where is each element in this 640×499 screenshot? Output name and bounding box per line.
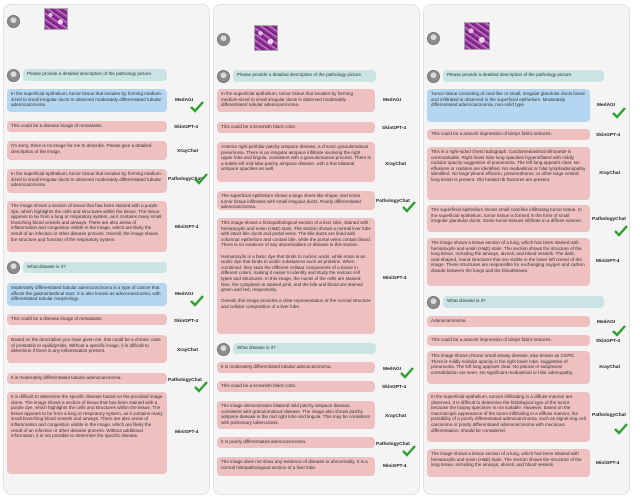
model-label-pathologychat: PathologyChat (592, 217, 626, 222)
model-label-skingpt4: SkinGPT-4 (174, 125, 198, 130)
response-pathologychat: The superficial epithelium shows a large sheet-like shape, and some tumor tissue infiltrates with small irregular ducts. Poorly differentiated adenocarcinoma. (217, 191, 375, 210)
model-label-pathologychat: PathologyChat (168, 378, 202, 383)
model-label-minigpt4: MiniGPT-4 (596, 461, 620, 466)
pathology-image-thumbnail (254, 25, 278, 51)
model-label-skingpt4: SkinGPT-4 (596, 133, 620, 138)
response-pathologychat: In the superficial epithelium, tumor tissue that invades by forming medium-sized to small irregular ducts is observed moderately differentiated tubular adenocarcinoma. (7, 169, 167, 193)
model-label-xraychat: XrayChat (599, 171, 621, 176)
response-skingpt4: This could be a brownish black color. (217, 381, 375, 392)
response-medagi: In the superficial epithelium, tumor tissue that invades by forming medium-sized to small irregular ducts is observed moderately differentiated tubular adenocarcinoma. (7, 89, 167, 112)
response-skingpt4: This could be a disease image of metastasis. (7, 121, 167, 132)
pathology-image-thumbnail (44, 8, 68, 30)
response-skingpt4: This could be a artwork impression of biotys fabric textures. (427, 129, 590, 140)
model-label-xraychat: XrayChat (599, 365, 621, 370)
response-pathologychat: The superficial epithelium shows small cord-like infiltrating tumor tissue. In the superficial epithelium, tumor tissue is formed in the form of small irregular glandular ducts. Some tumor tissues infiltrate in a diffuse manner. (427, 205, 590, 232)
model-label-xraychat: XrayChat (177, 149, 199, 154)
checkmark-icon (400, 367, 414, 379)
model-label-minigpt4: MiniGPT-4 (175, 430, 199, 435)
user-question: Please provide a detailed description of the pathology picture. (233, 70, 376, 82)
checkmark-icon (612, 107, 626, 119)
response-minigpt4: The image does not show any evidence of disease or abnormality. It is a normal histopathological section of a liver lobe. (217, 457, 375, 476)
model-label-skingpt4: SkinGPT-4 (382, 385, 406, 390)
panel-example-3 (423, 4, 630, 495)
user-avatar-icon (7, 69, 20, 82)
response-xraychat: This is a right-sided chest radiograph. Cardiomediastinal silhouette is unremarkable. Right lower lobe lung opacities hyperinflated with mildly nodular opacity suggestive of pneumonia. The left lung appears clear. No effusions or nodules are identified. No mediastinal or hilar lymphadenopathy identified. No large pleural effusion, pneumothorax, or other large central lung lesion is present. Old healed rib fractures are present. (427, 147, 590, 200)
response-skingpt4: This could be a brownish black color. (217, 122, 375, 133)
model-label-skingpt4: SkinGPT-4 (596, 339, 620, 344)
response-skingpt4: This could be a disease image of metastasis. (7, 314, 167, 325)
model-label-medagi: MedAGI (175, 292, 194, 297)
user-question: Please provide a detailed description of the pathology picture. (23, 69, 167, 81)
user-question: What disease is it? (443, 296, 604, 308)
response-pathologychat: It is moderately differentiated tubular adenocarcinoma. (7, 373, 167, 384)
model-label-medagi: MedAGI (597, 103, 616, 108)
response-minigpt4: This image shows a histopathological section of a liver lobe, stained with hematoxylin and eosin (H&E) stain. The section shows a normal liver lobe with intact bile ducts and portal veins. The bile ducts are lined with columnar epithelium and contain bile, while the portal veins contain blood. There is no evidence of any abnormalities or disease in this section. Hematoxylin is a basic dye that binds to nucleic acids, while eosin is an acidic dye that binds to acidic substances such as proteins. When combined, they stain the different cellular components of a tissue in different colors, making it easier to identify and study the various cell types and structures. In this image, the nuclei of the cells are stained blue, the cytoplasm is stained pink, and the bile and blood are stained green and red, respectively. Overall, this image provides a clear representation of the normal structure and cellular composition of a liver lobe. (217, 218, 375, 334)
response-xraychat: This image shows chronic small airway disease, also known as COPD. There is mildly nodular opacity in the right lower lobe, suggestive of pneumonia. The left lung appears clear. No pleural or subpleural consolidation are seen. No significant mediastinal or hilar adenopathy. (427, 351, 590, 384)
model-label-pathologychat: PathologyChat (376, 199, 410, 204)
model-label-skingpt4: SkinGPT-4 (382, 126, 406, 131)
response-xraychat: The image demonstrates bilateral mild patchy airspace disease, consistent with granulomatous disease. The image also shows patchy airspace disease in the mid right lobe and lingula. This may be consistent with pulmonary tuberculosis. (217, 401, 375, 429)
model-label-minigpt4: MiniGPT-4 (596, 259, 620, 264)
panel-example-2 (213, 4, 420, 495)
response-medagi: Adenocarcinoma. (427, 316, 590, 327)
model-label-xraychat: XrayChat (385, 414, 407, 419)
checkmark-icon (614, 225, 628, 237)
checkmark-icon (194, 381, 208, 393)
checkmark-icon (190, 101, 204, 113)
response-minigpt4: The image shows a section of tissue that has been stained with a purple dye, which highlights the cells and structures within the tissue. The tissue appears to be from a lung or respiratory system, as it contains many small branching blood vessels and airways. There are also areas of inflammation and congestion visible in the image, which are likely the result of an infection or other disease process. Overall, the image shows the structure and function of the respiratory system. (7, 201, 167, 252)
response-xraychat: Based on the description you have given me, this could be a chronic case of prostatitis or epididymitis. Without a specific image, it is difficult to determine if there is any inflammation present. (7, 335, 167, 363)
user-avatar-icon (217, 343, 230, 356)
model-label-xraychat: XrayChat (177, 348, 199, 353)
response-minigpt4: It is difficult to determine the specific disease based on the provided image alone. The image shows a section of tissue that has been stained with a purple dye, which highlights the cells and structures within the tissue. The tissue appears to be from a lung or respiratory system, as it contains many small branching blood vessels and airways. There are also areas of inflammation and congestion visible in the image, which are likely the result of an infection or other disease process. Without additional information, it is not possible to determine the specific disease. (7, 392, 167, 474)
response-medagi: In the superficial epithelium, tumor tissue that invades by forming medium-sized to small irregular ducts is observed moderately differentiated tubular adenocarcinoma. (217, 89, 375, 112)
model-label-pathologychat: PathologyChat (168, 177, 202, 182)
user-question: Please provide a detailed description of the pathology picture. (443, 70, 604, 82)
response-xraychat: Anterior right perihilar patchy airspace disease, a chronic granulomatous pneumonia. There is an irregular airspace infiltrate involving the right upper lobe and lingula, consistent with a granulomatous process. There is a subtle left mid-lobe patchy airspace disease, with a few bilateral airspace opacities as well. (217, 142, 375, 182)
user-avatar-icon (427, 70, 440, 83)
model-label-pathologychat: PathologyChat (376, 442, 410, 447)
checkmark-icon (402, 201, 416, 213)
user-avatar-icon (7, 15, 20, 28)
model-label-skingpt4: SkinGPT-4 (174, 319, 198, 324)
model-label-medagi: MedAGI (383, 367, 402, 372)
user-avatar-icon (217, 33, 230, 46)
response-pathologychat: In the superficial epithelium, tumors infiltrating in a diffuse manner are observed. It is difficult to determine the histological type of the tumor because the biopsy specimen is not suitable. However, based on the macroscopic appearance of the tumor infiltrating in a diffuse manner, the possibility of a poorly differentiated adenocarcinoma, such as signet ring cell carcinoma or poorly differentiated adenocarcinoma with mucinous differentiation, should be considered. (427, 392, 590, 442)
user-avatar-icon (7, 261, 20, 274)
user-question: What disease is it? (23, 262, 167, 273)
response-minigpt4: The image shows a tissue section of a lung, which has been stained with hematoxylin and eosin (H&E) stain. The section shows the structure of the lung tissue, including the airways, alveoli, and blood vessels. (427, 449, 590, 477)
model-label-minigpt4: MiniGPT-4 (383, 276, 407, 281)
user-avatar-icon (217, 70, 230, 83)
model-label-pathologychat: PathologyChat (592, 413, 626, 418)
pathology-image-thumbnail (464, 22, 490, 50)
response-pathologychat: It is poorly differentiated adenocarcinoma. (217, 437, 375, 448)
model-label-medagi: MedAGI (597, 320, 616, 325)
response-xraychat: I'm sorry, there is no image for me to describe. Please give a detailed description of the image. (7, 141, 167, 160)
model-label-xraychat: XrayChat (385, 162, 407, 167)
model-label-minigpt4: MiniGPT-4 (383, 464, 407, 469)
model-label-medagi: MedAGI (175, 98, 194, 103)
checkmark-icon (194, 173, 208, 185)
response-medagi: It is moderately differentiated tubular adenocarcinoma. (217, 362, 375, 373)
response-medagi: Moderately differentiated tubular adenocarcinoma is a type of cancer that affects the gastrointestinal tract. It is also known as adenocarcinoma, with differentiated tubular morphology. (7, 283, 167, 306)
checkmark-icon (402, 445, 416, 457)
checkmark-icon (614, 423, 628, 435)
panel-example-1 (3, 4, 210, 495)
user-avatar-icon (427, 32, 440, 45)
response-skingpt4: This could be a artwork impression of biotys fabric textures. (427, 335, 590, 346)
model-label-minigpt4: MiniGPT-4 (175, 225, 199, 230)
model-label-medagi: MedAGI (383, 98, 402, 103)
user-question: What disease is it? (233, 343, 376, 354)
checkmark-icon (612, 325, 626, 337)
response-minigpt4: The image shows a tissue section of a lung, which has been stained with hematoxylin and eosin (H&E) stain. The section shows the structure of the lung tissue, including the airways, alveoli, and blood vessels. The dark, oval-shaped, round structures that are visible in the lower left corner of the image. These structures are responsible for exchanging oxygen and carbon dioxide between the lungs and the bloodstream. (427, 238, 590, 286)
response-medagi: Tumor tissue consisting of cord-like or small, irregular glandular ducts fused and infiltrated is observed in the superficial epithelium. Moderately differentiated adenocarcinoma, non-solid type (427, 89, 590, 122)
checkmark-icon (190, 295, 204, 307)
user-avatar-icon (427, 296, 440, 309)
